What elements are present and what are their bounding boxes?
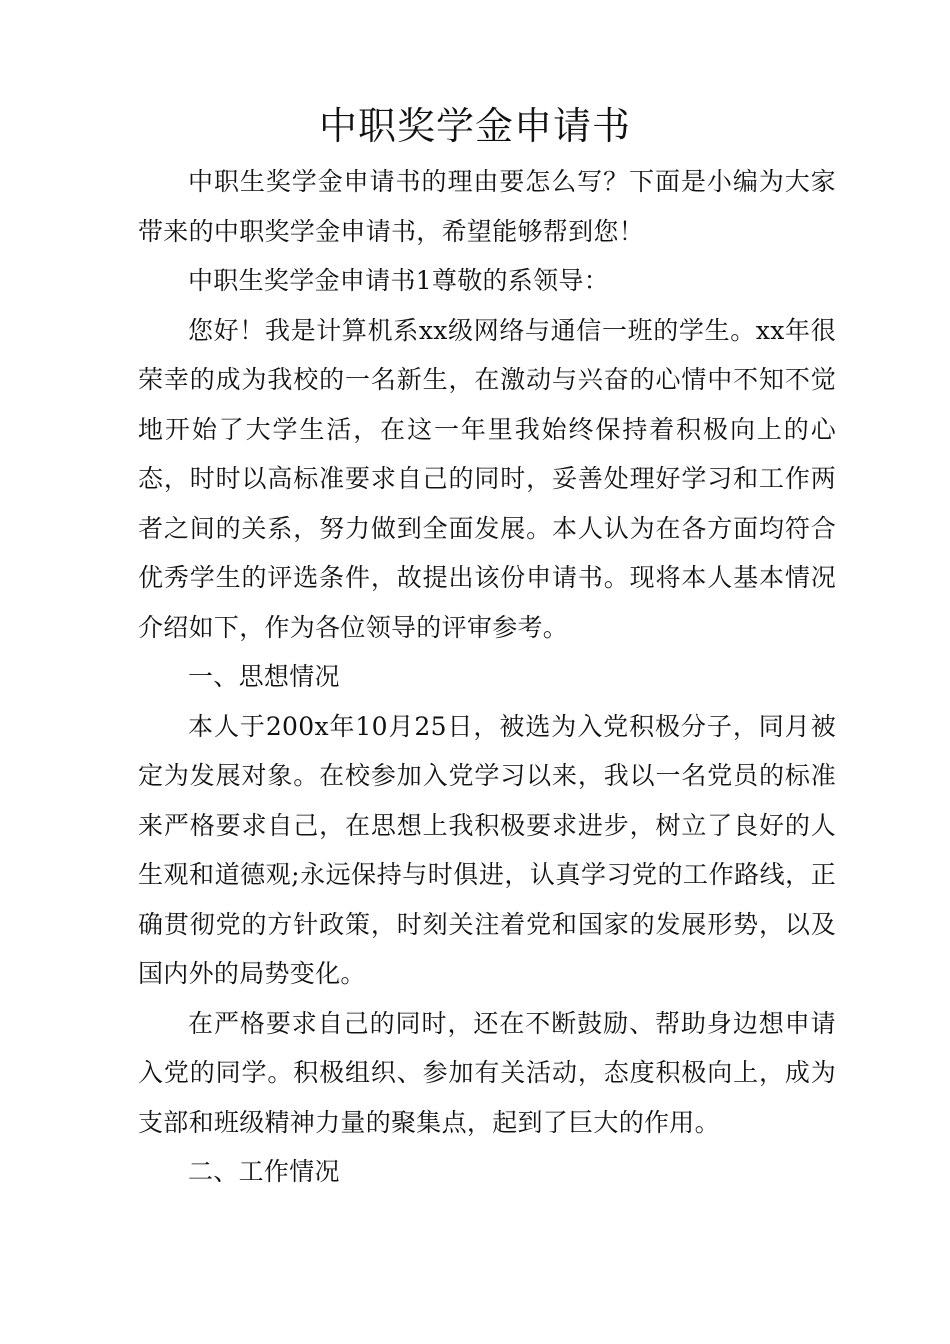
helping-others-paragraph: 在严格要求自己的同时，还在不断鼓励、帮助身边想申请入党的同学。积极组织、参加有关活动，态度积极向上，成为支部和班级精神力量的聚集点，起到了巨大的作用。 (138, 1008, 836, 1137)
document-body (138, 157, 836, 1197)
salutation-paragraph: 中职生奖学金申请书1尊敬的系领导： (188, 266, 610, 295)
document-title: 中职奖学金申请书 (318, 104, 631, 148)
self-introduction-paragraph: 您好！我是计算机系xx级网络与通信一班的学生。xx年很荣幸的成为我校的一名新生，在激动与兴奋的心情中不知不觉地开始了大学生活，在这一年里我始终保持着积极向上的心态，时时以高标准要求自己的同时，妥善处理好学习和工作两者之间的关系，努力做到全面发展。本人认为在各方面均符合优秀学生的评选条件，故提出该份申请书。现将本人基本情况介绍如下，作为各位领导的评审参考。 (138, 315, 836, 642)
intro-paragraph: 中职生奖学金申请书的理由要怎么写？下面是小编为大家带来的中职奖学金申请书，希望能够帮到您！ (138, 167, 836, 246)
section-heading-work: 二、工作情况 (188, 1157, 340, 1186)
thoughts-paragraph: 本人于200x年10月25日，被选为入党积极分子，同月被定为发展对象。在校参加入党学习以来，我以一名党员的标准来严格要求自己，在思想上我积极要求进步，树立了良好的人生观和道德观;永远保持与时俱进，认真学习党的工作路线，正确贯彻党的方针政策，时刻关注着党和国家的发展形势，以及国内外的局势变化。 (138, 711, 836, 988)
section-heading-thoughts: 一、思想情况 (188, 662, 340, 691)
